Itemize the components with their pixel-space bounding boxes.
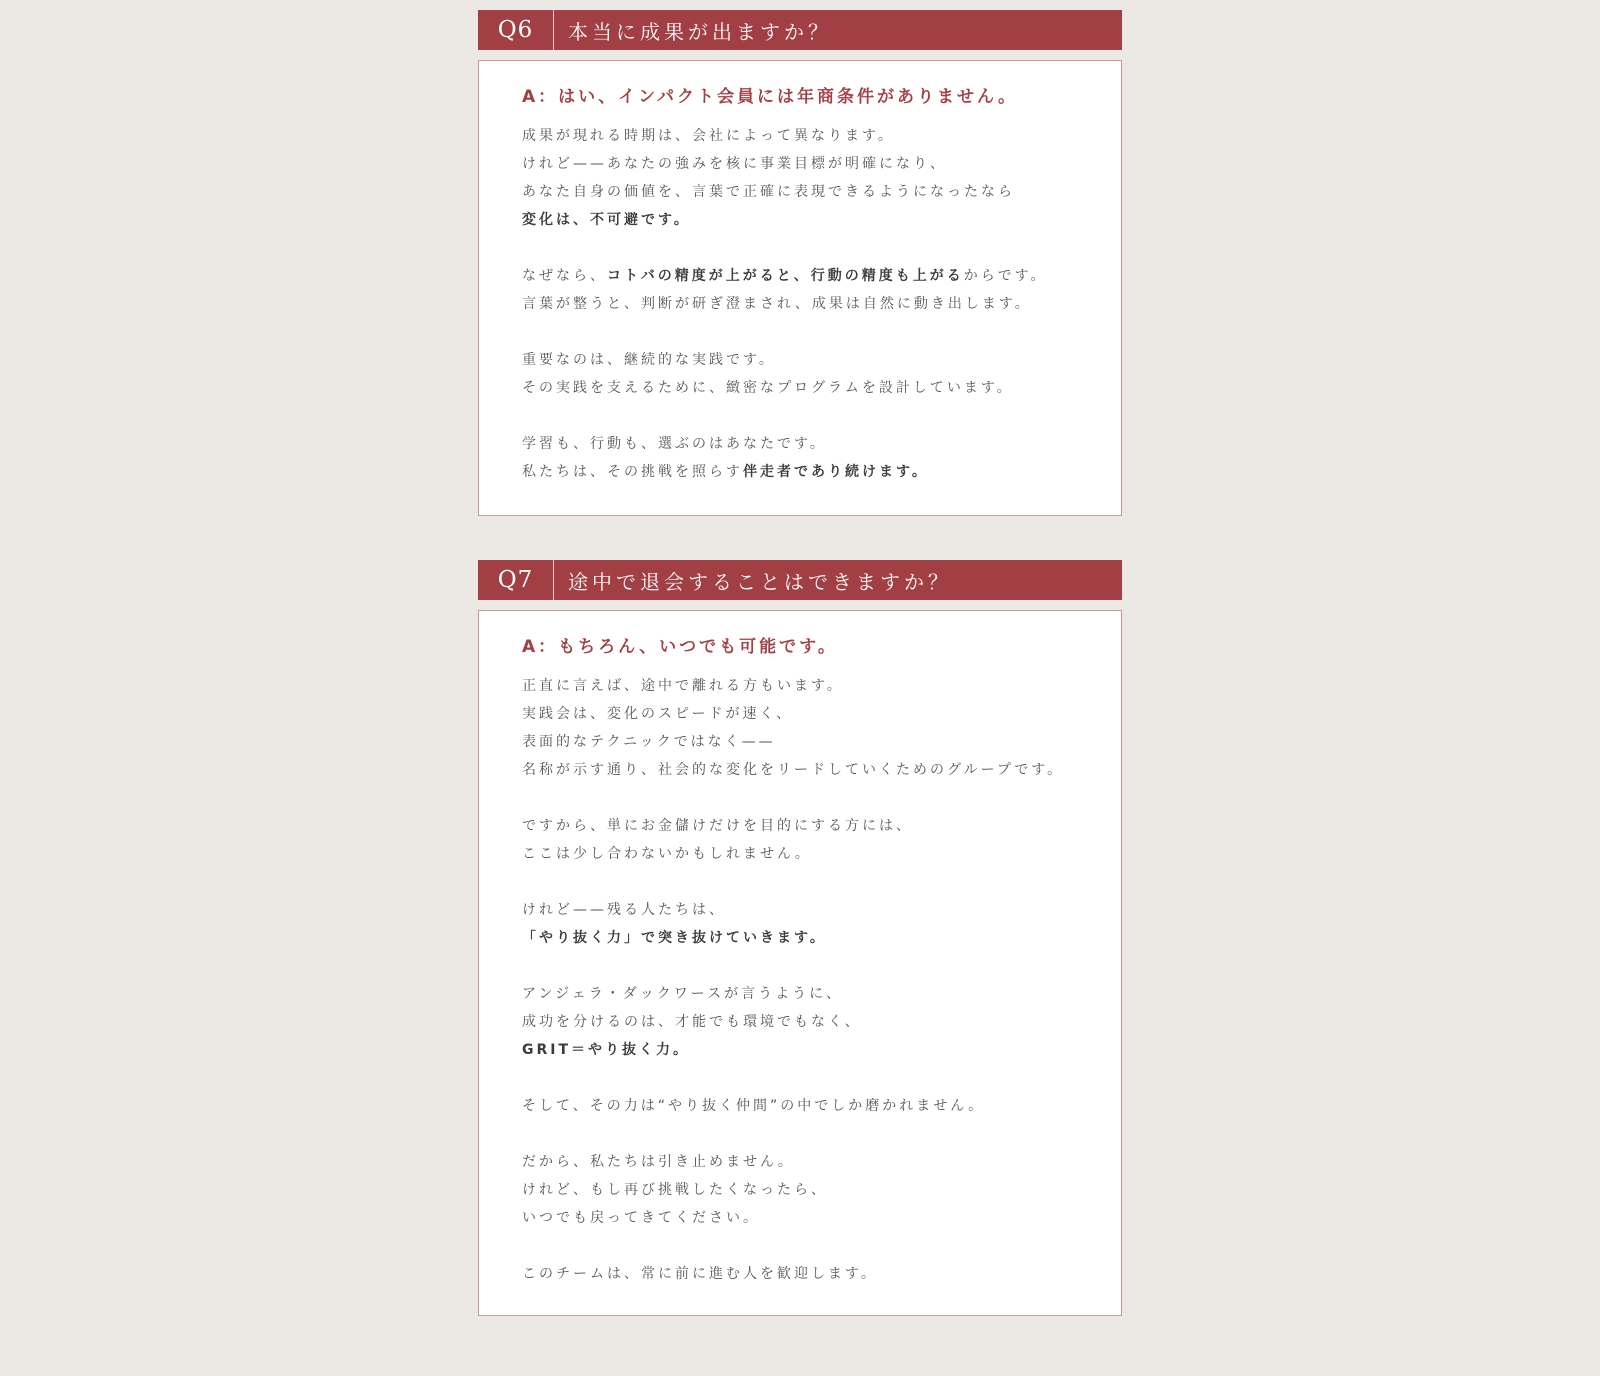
- answer-body: [522, 122, 1121, 486]
- text-segment: その実践を支えるために、緻密なプログラムを設計しています。: [522, 380, 1014, 396]
- text-segment: 名称が示す通り、社会的な変化をリードしていくためのグループです。: [522, 762, 1065, 778]
- answer-title: A：もちろん、いつでも可能です。: [522, 637, 838, 657]
- answer-line: [522, 262, 1121, 290]
- answer-line: [522, 812, 1121, 840]
- answer-line: [522, 178, 1121, 206]
- text-segment: 重要なのは、継続的な実践です。: [522, 352, 776, 368]
- text-segment: からです。: [963, 268, 1048, 284]
- answer-line: [522, 672, 1121, 700]
- text-segment: ここは少し合わないかもしれません。: [522, 846, 812, 862]
- text-segment: このチームは、常に前に進む人を歓迎します。: [522, 1266, 878, 1282]
- answer-line: [522, 346, 1121, 374]
- faq-q7: [478, 560, 1122, 1316]
- emphasis-text: 伴走者であり続けます。: [743, 464, 929, 480]
- text-segment: 成果が現れる時期は、会社によって異なります。: [522, 128, 895, 144]
- text-segment: だから、私たちは引き止めません。: [522, 1154, 795, 1170]
- text-segment: けれど、もし再び挑戦したくなったら、: [522, 1182, 828, 1198]
- answer-line: [522, 980, 1121, 1008]
- text-segment: 表面的なテクニックではなく——: [522, 734, 776, 750]
- answer-body: [522, 672, 1121, 1288]
- question-header: [478, 10, 1122, 50]
- text-segment: 学習も、行動も、選ぶのはあなたです。: [522, 436, 827, 452]
- question-text: 本当に成果が出ますか？: [568, 19, 832, 44]
- answer-paragraph: [522, 346, 1121, 402]
- question-number: Q6: [478, 10, 554, 50]
- answer-line: [522, 150, 1121, 178]
- answer-line: [522, 896, 1121, 924]
- answer-line: [522, 1092, 1121, 1120]
- answer-line: [522, 290, 1121, 318]
- answer-line: [522, 924, 1121, 952]
- answer-line: [522, 122, 1121, 150]
- text-segment: 成功を分けるのは、才能でも環境でもなく、: [522, 1014, 862, 1030]
- answer-line: [522, 728, 1121, 756]
- answer-line: [522, 1008, 1121, 1036]
- answer-line: [522, 1260, 1121, 1288]
- text-segment: そして、その力は“やり抜く仲間”の中でしか磨かれません。: [522, 1098, 986, 1114]
- answer-line: [522, 756, 1121, 784]
- answer-line: [522, 700, 1121, 728]
- answer-line: [522, 1036, 1121, 1064]
- text-segment: ですから、単にお金儲けだけを目的にする方には、: [522, 818, 913, 834]
- answer-paragraph: [522, 1092, 1121, 1120]
- answer-line: [522, 1148, 1121, 1176]
- answer-line: [522, 374, 1121, 402]
- faq-q6: [478, 10, 1122, 516]
- text-segment: アンジェラ・ダックワースが言うように、: [522, 986, 844, 1002]
- text-segment: 私たちは、その挑戦を照らす: [522, 464, 743, 480]
- answer-line: [522, 206, 1121, 234]
- text-segment: 正直に言えば、途中で離れる方もいます。: [522, 678, 844, 694]
- answer-title: A：はい、インパクト会員には年商条件がありません。: [522, 87, 1018, 107]
- emphasis-text: 「やり抜く力」で突き抜けていきます。: [522, 930, 827, 946]
- answer-line: [522, 1204, 1121, 1232]
- answer-line: [522, 430, 1121, 458]
- emphasis-text: コトバの精度が上がると、行動の精度も上がる: [607, 268, 964, 284]
- text-segment: 実践会は、変化のスピードが速く、: [522, 706, 794, 722]
- emphasis-text: 変化は、不可避です。: [522, 212, 691, 228]
- answer-paragraph: [522, 430, 1121, 486]
- answer-paragraph: [522, 122, 1121, 234]
- answer-paragraph: [522, 1148, 1121, 1232]
- text-segment: あなた自身の価値を、言葉で正確に表現できるようになったなら: [522, 184, 1015, 200]
- answer-box: [478, 60, 1122, 516]
- answer-paragraph: [522, 812, 1121, 868]
- question-header: [478, 560, 1122, 600]
- answer-line: [522, 1176, 1121, 1204]
- text-segment: けれど——あなたの強みを核に事業目標が明確になり、: [522, 156, 947, 172]
- answer-line: [522, 840, 1121, 868]
- text-segment: 言葉が整うと、判断が研ぎ澄まされ、成果は自然に動き出します。: [522, 296, 1032, 312]
- answer-paragraph: [522, 896, 1121, 952]
- question-text: 途中で退会することはできますか？: [568, 569, 952, 594]
- answer-line: [522, 458, 1121, 486]
- text-segment: なぜなら、: [522, 268, 607, 284]
- text-segment: けれど——残る人たちは、: [522, 902, 726, 918]
- answer-paragraph: [522, 262, 1121, 318]
- text-segment: いつでも戻ってきてください。: [522, 1210, 760, 1226]
- question-number: Q7: [478, 560, 554, 600]
- answer-paragraph: [522, 1260, 1121, 1288]
- emphasis-text: GRIT＝やり抜く力。: [522, 1042, 691, 1058]
- answer-paragraph: [522, 672, 1121, 784]
- answer-paragraph: [522, 980, 1121, 1064]
- answer-box: [478, 610, 1122, 1316]
